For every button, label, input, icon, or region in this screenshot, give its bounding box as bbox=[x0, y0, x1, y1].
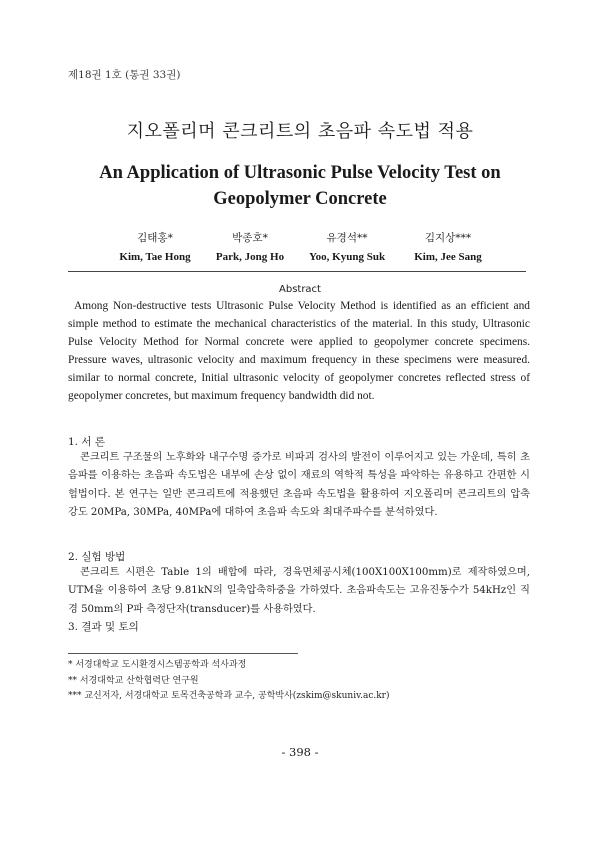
author bbox=[195, 230, 305, 263]
section-title-introduction: 1. 서 론 bbox=[68, 436, 105, 448]
author-name-english: Kim, Jee Sang bbox=[414, 251, 482, 263]
title-english-line2: Geopolymer Concrete bbox=[213, 189, 387, 209]
section-body-methods bbox=[68, 564, 530, 619]
abstract-text: Among Non-destructive tests Ultrasonic Pulse Velocity Method is identified as an efficient and simple method to estimate the mechanical characteristics of the material. In this study, Ultrasonic Pulse Velocity Method for Normal concrete were applied to geopolymer concrete specimens. Pressure waves, ultrasonic velocity and maximum frequency in these specimens were measured. similar to normal concrete, Initial ultrasonic velocity of geopolymer concretes reflected stress of geopolymer concretes, but maximum frequency bandwidth did not. bbox=[68, 300, 530, 402]
section-title-methods: 2. 실험 방법 bbox=[68, 551, 126, 563]
page-number: - 398 - bbox=[281, 745, 319, 759]
footnote: * 서경대학교 도시환경시스템공학과 석사과정 bbox=[68, 660, 247, 670]
header-divider bbox=[68, 271, 526, 272]
author-name-english: Kim, Tae Hong bbox=[119, 251, 191, 263]
footnote: ** 서경대학교 산학협력단 연구원 bbox=[68, 675, 199, 686]
paragraph: 콘크리트 시편은 Table 1의 배합에 따라, 경육면체공시체(100X100X100mm)로 제작하였으며, UTM을 이용하여 초당 9.81kN의 일축압축하중을 가하였다. 초음파속도는 고유진동수가 54kHz인 직경 50mm의 P파 측정단자(transducer)를 사용하였다. bbox=[68, 567, 530, 615]
footnotes bbox=[68, 658, 390, 705]
title-english-line1: An Application of Ultrasonic Pulse Velocity Test on bbox=[99, 163, 501, 183]
author-name-korean: 김태홍* bbox=[137, 232, 173, 244]
author-name-korean: 김지상*** bbox=[424, 232, 472, 244]
footnote: *** 교신저자, 서경대학교 토목건축공학과 교수, 공학박사(zskim@skuniv.ac.kr) bbox=[68, 691, 390, 701]
section-title-results: 3. 결과 및 토의 bbox=[68, 621, 139, 633]
abstract-heading: Abstract bbox=[279, 284, 321, 295]
author-name-english: Yoo, Kyung Suk bbox=[308, 251, 386, 263]
paragraph: 콘크리트 구조물의 노후화와 내구수명 증가로 비파괴 검사의 발전이 이루어지고 있는 가운데, 특히 초음파를 이용하는 초음파 속도법은 내부에 손상 없이 재료의 역학적 특성을 파악하는 유용하고 간편한 시험법이다. 본 연구는 일반 콘크리트에 적용했던 초음파 속도법을 활용하여 지오폴리머 콘크리트의 압축강도 20MPa, 30MPa, 40MPa에 대하여 초음파 속도와 최대주파수를 분석하였다. bbox=[68, 452, 530, 519]
author-name-english: Park, Jong Ho bbox=[215, 251, 285, 263]
abstract-body bbox=[68, 297, 530, 405]
author bbox=[292, 230, 402, 263]
author bbox=[393, 230, 503, 263]
author-name-korean: 박종호* bbox=[232, 232, 268, 244]
author-name-korean: 유경석** bbox=[326, 232, 368, 244]
section-body-introduction bbox=[68, 449, 530, 523]
footnote-divider bbox=[68, 653, 298, 654]
author bbox=[100, 230, 210, 263]
journal-issue: 제18권 1호 (통권 33권) bbox=[68, 69, 181, 81]
title-english bbox=[0, 160, 600, 212]
title-korean: 지오폴리머 콘크리트의 초음파 속도법 적용 bbox=[126, 121, 474, 142]
